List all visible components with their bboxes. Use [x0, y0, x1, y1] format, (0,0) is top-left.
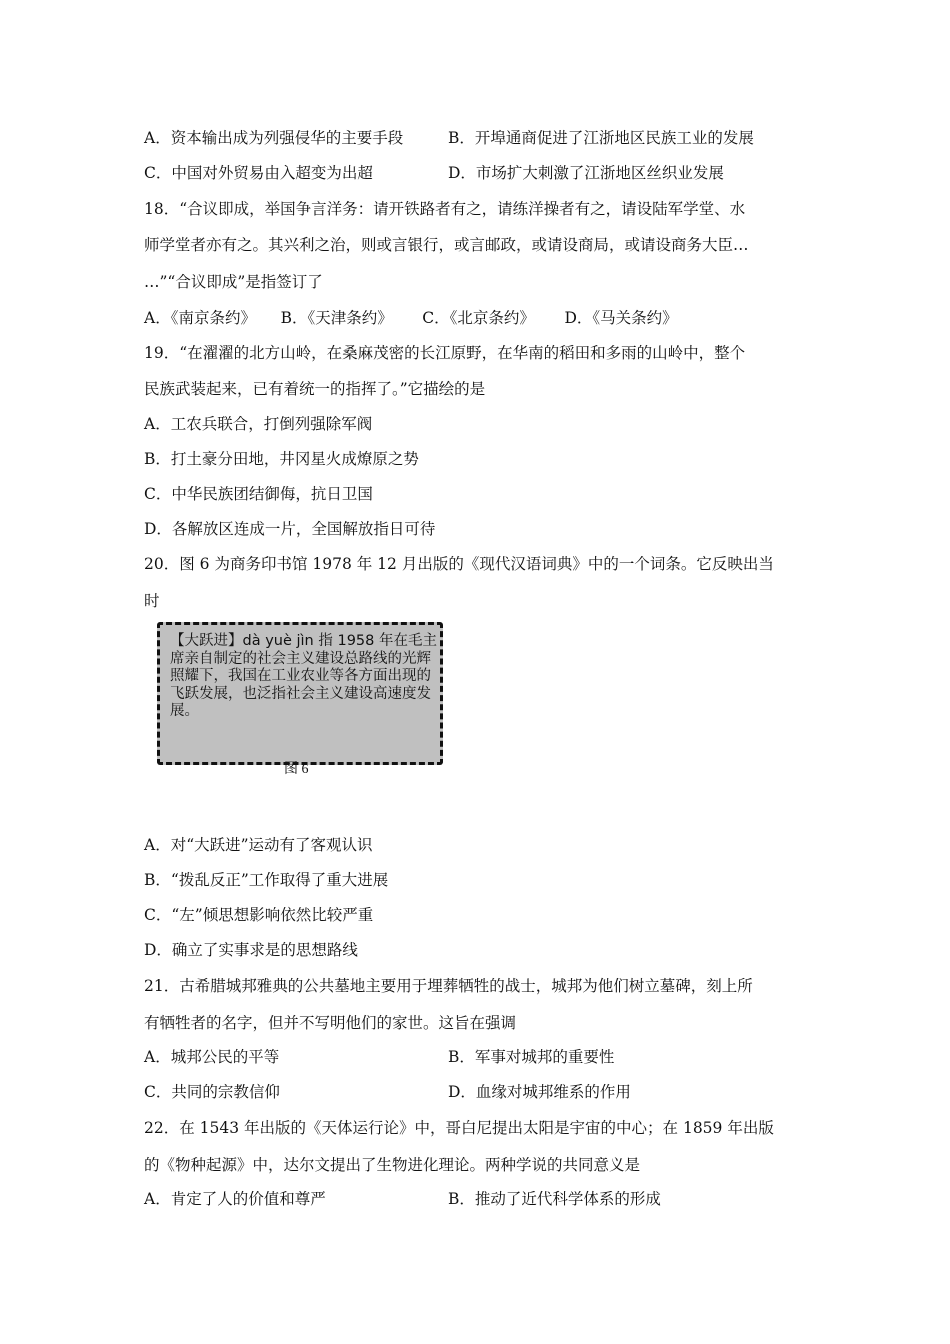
q17-option-c: C．中国对外贸易由入超变为出超 — [144, 164, 373, 182]
figure-caption: 图 6 — [284, 762, 309, 777]
q19-stem-line1: 19．“在濯濯的北方山岭，在桑麻茂密的长江原野，在华南的稻田和多雨的山岭中，整个 — [144, 344, 746, 362]
q18-stem-line2: 师学堂者亦有之。其兴利之治，则或言银行，或言邮政，或请设商局，或请设商务大臣… — [144, 236, 749, 254]
q19-stem-line2: 民族武装起来，已有着统一的指挥了。”它描绘的是 — [144, 380, 486, 398]
q18-options: A．《南京条约》 B．《天津条约》 C．《北京条约》 D．《马关条约》 — [144, 309, 678, 327]
q22-stem-line2: 的《物种起源》中，达尔文提出了生物进化理论。两种学说的共同意义是 — [144, 1156, 641, 1174]
q22-option-b: B．推动了近代科学体系的形成 — [448, 1190, 661, 1208]
q20-option-c: C．“左”倾思想影响依然比较严重 — [144, 906, 374, 924]
q22-stem-line1: 22．在 1543 年出版的《天体运行论》中，哥白尼提出太阳是宇宙的中心；在 1859 年出版 — [144, 1119, 774, 1137]
q18-stem-line1: 18．“合议即成，举国争言洋务：请开铁路者有之，请练洋操者有之，请设陆军学堂、水 — [144, 200, 746, 218]
q19-option-d: D．各解放区连成一片，全国解放指日可待 — [144, 520, 436, 538]
q21-stem-line2: 有牺牲者的名字，但并不写明他们的家世。这旨在强调 — [144, 1014, 517, 1032]
q21-stem-line1: 21．古希腊城邦雅典的公共墓地主要用于埋葬牺牲的战士，城邦为他们树立墓碑，刻上所 — [144, 977, 753, 995]
q17-option-a: A．资本输出成为列强侵华的主要手段 — [144, 129, 404, 147]
dictionary-entry-figure — [157, 622, 443, 765]
q20-option-b: B．“拨乱反正”工作取得了重大进展 — [144, 871, 389, 889]
dictionary-entry-text: 【大跃进】dà yuè jìn 指 1958 年在毛主席亲自制定的社会主义建设总路线的光辉照耀下，我国在工业农业等各方面出现的飞跃发展，也泛指社会主义建设高速度发展。 — [170, 633, 437, 719]
q22-option-a: A．肯定了人的价值和尊严 — [144, 1190, 326, 1208]
q20-stem-line1: 20．图 6 为商务印书馆 1978 年 12 月出版的《现代汉语词典》中的一个词条。它反映出当 — [144, 555, 774, 573]
q19-option-a: A．工农兵联合，打倒列强除军阀 — [144, 415, 373, 433]
q20-option-d: D．确立了实事求是的思想路线 — [144, 941, 358, 959]
q21-option-c: C．共同的宗教信仰 — [144, 1083, 280, 1101]
q20-stem-line2: 时 — [144, 592, 160, 610]
q21-option-b: B．军事对城邦的重要性 — [448, 1048, 615, 1066]
q17-option-d: D．市场扩大刺激了江浙地区丝织业发展 — [448, 164, 724, 182]
q21-option-d: D．血缘对城邦维系的作用 — [448, 1083, 631, 1101]
q19-option-b: B．打土豪分田地，井冈星火成燎原之势 — [144, 450, 419, 468]
q18-stem-line3: …”“合议即成”是指签订了 — [144, 273, 323, 291]
q17-option-b: B．开埠通商促进了江浙地区民族工业的发展 — [448, 129, 754, 147]
q20-option-a: A．对“大跃进”运动有了客观认识 — [144, 836, 373, 854]
q19-option-c: C．中华民族团结御侮，抗日卫国 — [144, 485, 373, 503]
q21-option-a: A．城邦公民的平等 — [144, 1048, 280, 1066]
